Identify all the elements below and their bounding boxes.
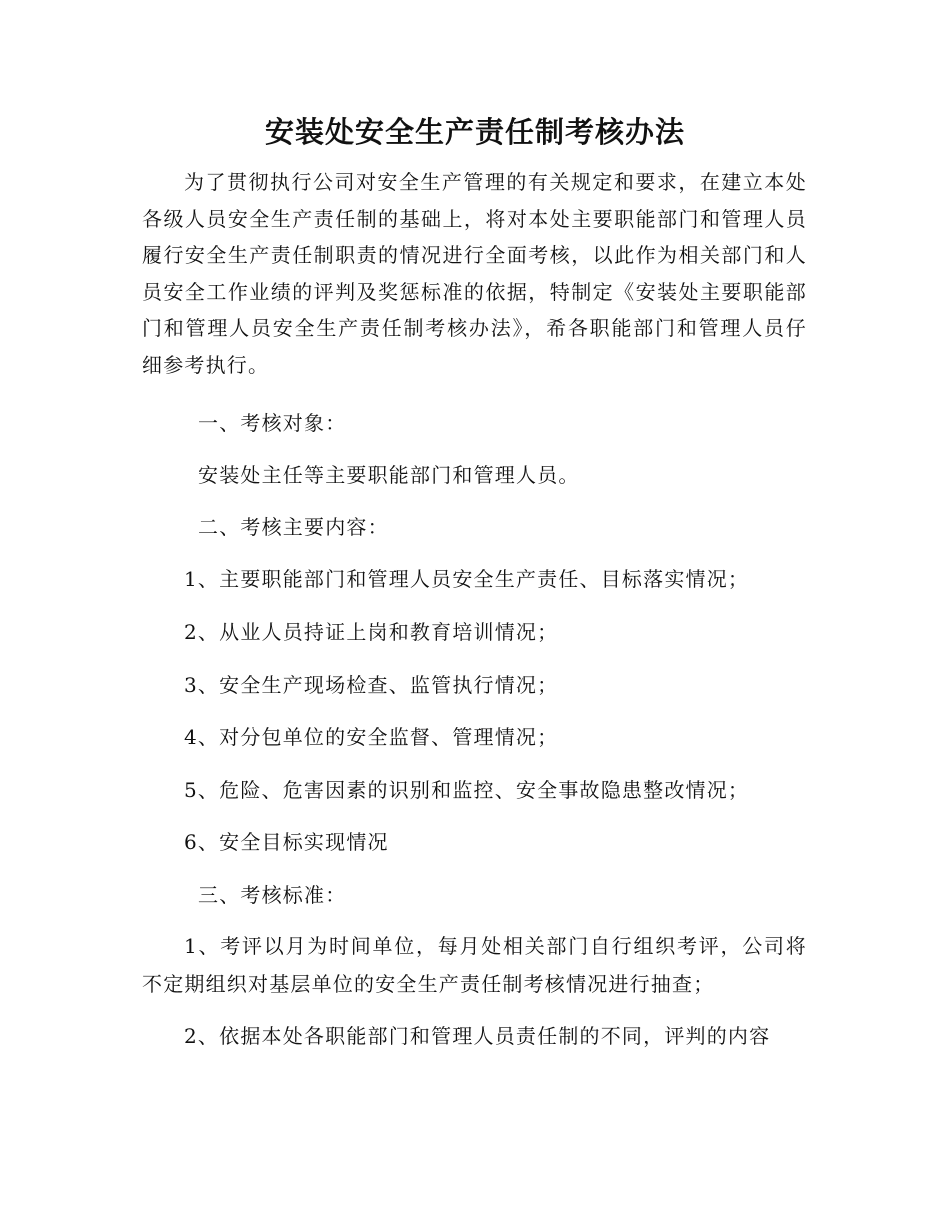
document-title: 安装处安全生产责任制考核办法: [264, 115, 685, 149]
list-item: 6、安全目标实现情况: [184, 830, 389, 854]
standard-item: 1、考评以月为时间单位，每月处相关部门自行组织考评，公司将不定期组织对基层单位的安全生产责任制考核情况进行抽查；: [142, 934, 807, 996]
list-item: 1、主要职能部门和管理人员安全生产责任、目标落实情况；: [184, 567, 750, 591]
list-item: 5、危险、危害因素的识别和监控、安全事故隐患整改情况；: [184, 778, 750, 802]
section-heading-assessment-standard: 三、考核标准：: [198, 883, 347, 907]
list-item: 2、从业人员持证上岗和教育培训情况；: [184, 620, 559, 644]
section-heading-assessment-content: 二、考核主要内容：: [198, 515, 389, 539]
list-item: 4、对分包单位的安全监督、管理情况；: [184, 725, 559, 749]
assessment-target-text: 安装处主任等主要职能部门和管理人员。: [198, 463, 580, 487]
section-heading-assessment-target: 一、考核对象：: [198, 411, 347, 435]
list-item: 3、安全生产现场检查、监管执行情况；: [184, 673, 559, 697]
standard-item: 2、依据本处各职能部门和管理人员责任制的不同，评判的内容: [184, 1024, 771, 1048]
intro-paragraph: 为了贯彻执行公司对安全生产管理的有关规定和要求，在建立本处各级人员安全生产责任制的基础上，将对本处主要职能部门和管理人员履行安全生产责任制职责的情况进行全面考核，以此作为相关部门和人员安全工作业绩的评判及奖惩标准的依据，特制定《安装处主要职能部门和管理人员安全生产责任制考核办法》，希各职能部门和管理人员仔细参考执行。: [142, 170, 807, 377]
